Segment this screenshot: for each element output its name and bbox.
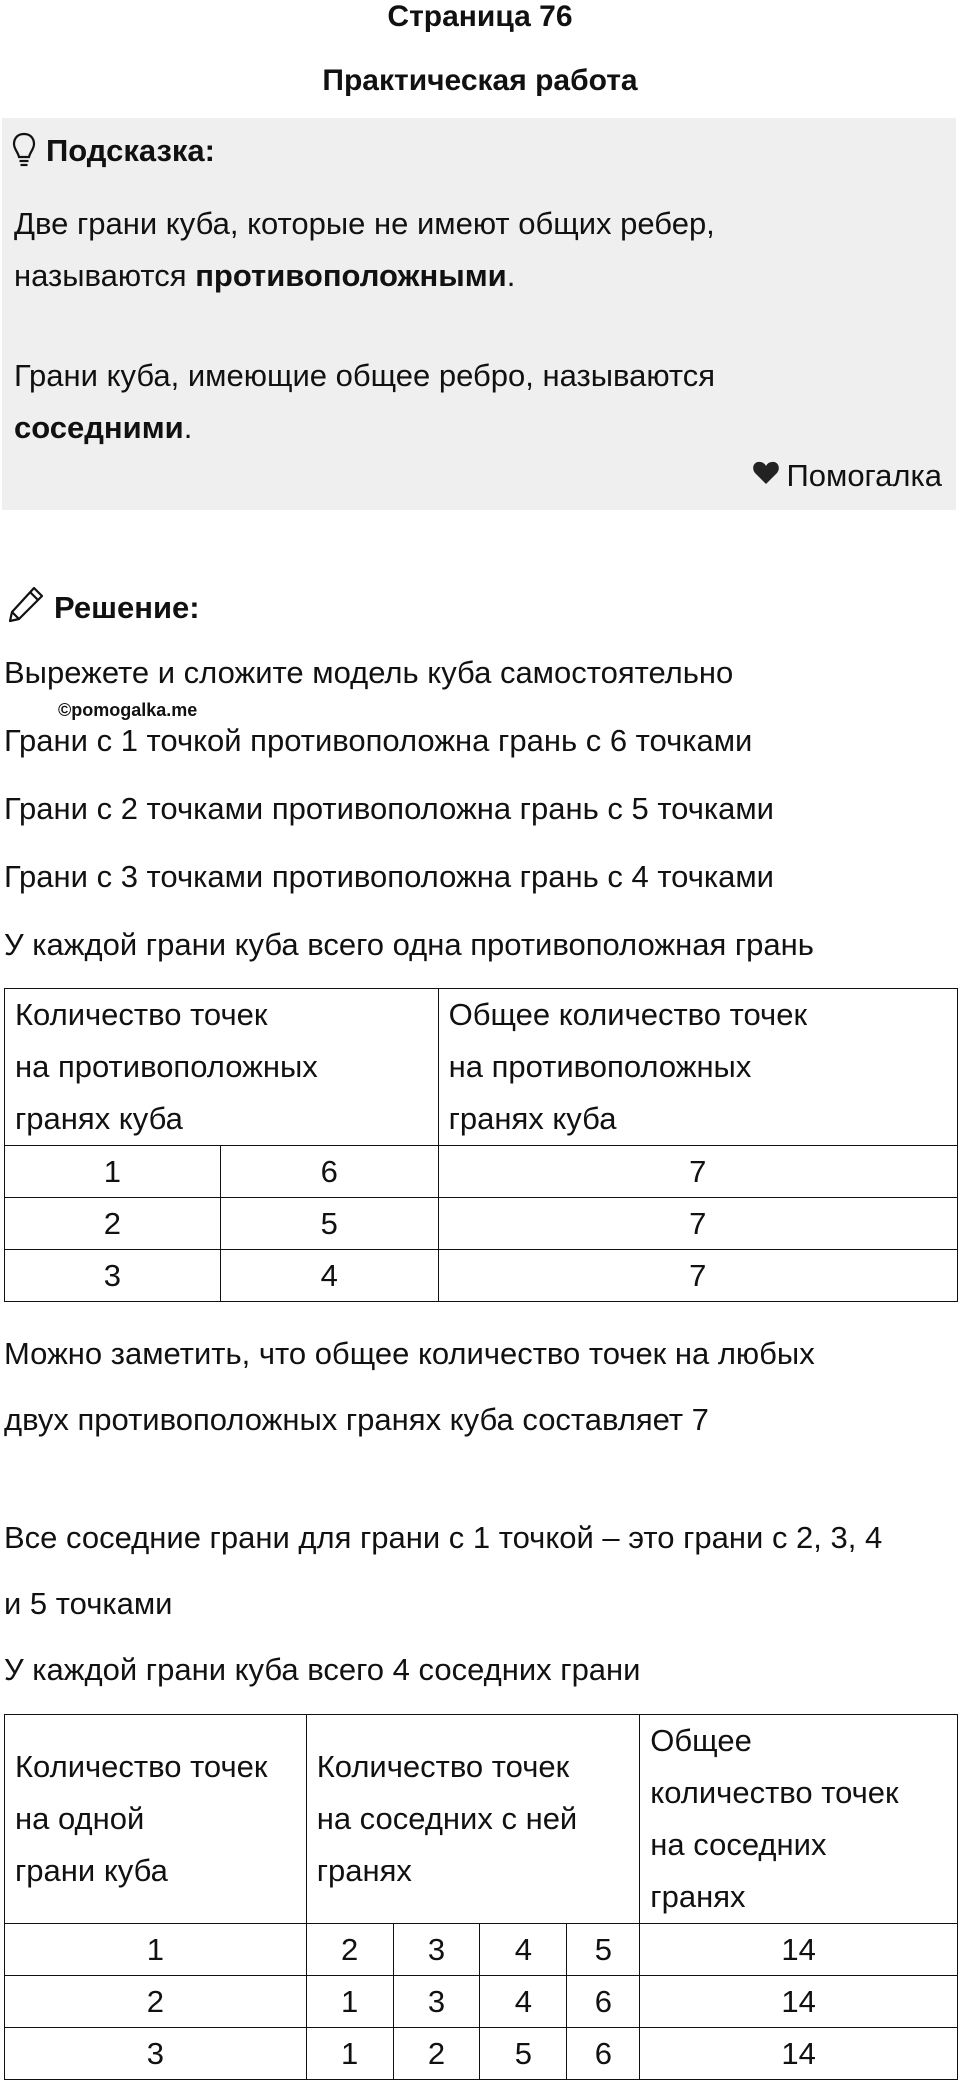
hint-term-opposite: противоположными — [195, 258, 507, 293]
header-text: гранях — [650, 1879, 746, 1914]
table-cell: 1 — [5, 1924, 307, 1976]
credit-label: Помогалка — [786, 458, 942, 493]
table-cell: 5 — [220, 1198, 438, 1250]
table-header-row — [5, 1715, 958, 1924]
table-header-row — [5, 989, 958, 1146]
table-cell: 1 — [306, 1976, 393, 2028]
header-text: Количество точек — [15, 1749, 268, 1784]
hint-text: называются — [14, 258, 196, 293]
hint-label: Подсказка: — [46, 133, 215, 168]
table-row — [5, 1250, 958, 1302]
header-cell-face — [5, 1715, 307, 1924]
table-cell: 3 — [5, 1250, 221, 1302]
table-row — [5, 2028, 958, 2080]
solution-label: Решение: — [54, 590, 200, 625]
table-cell: 3 — [393, 1924, 480, 1976]
table-cell: 4 — [220, 1250, 438, 1302]
table-cell: 4 — [480, 1976, 567, 2028]
table-cell: 6 — [567, 1976, 640, 2028]
table-row — [5, 1198, 958, 1250]
hint-credit — [752, 458, 942, 494]
table-row — [5, 1976, 958, 2028]
solution-line: У каждой грани куба всего одна противоположная грань — [4, 927, 814, 962]
header-cell-sum — [640, 1715, 958, 1924]
header-text: на соседних с ней — [316, 1801, 578, 1836]
header-text: на соседних — [650, 1827, 827, 1862]
header-text: на противоположных — [15, 1049, 318, 1084]
hint-term-adjacent: соседними — [14, 410, 184, 445]
header-text: гранях куба — [15, 1101, 183, 1136]
header-text: гранях — [316, 1853, 412, 1888]
header-text: грани куба — [15, 1853, 168, 1888]
header-text: Количество точек — [316, 1749, 570, 1784]
conclusion-line: двух противоположных гранях куба составляет 7 — [4, 1402, 709, 1437]
table-cell: 7 — [438, 1250, 957, 1302]
pencil-icon — [6, 584, 46, 632]
header-cell-points — [5, 989, 439, 1146]
table-cell: 3 — [5, 2028, 307, 2080]
solution-header — [6, 584, 200, 632]
hint-text: Две грани куба, которые не имеют общих ребер, — [14, 206, 715, 241]
section-title: Практическая работа — [322, 64, 638, 97]
table-cell: 2 — [393, 2028, 480, 2080]
heart-icon — [752, 458, 780, 494]
solution-line: Грани с 3 точками противоположна грань с 4 точками — [4, 859, 774, 894]
header-cell-neighbors — [306, 1715, 640, 1924]
header-text: на одной — [15, 1801, 145, 1836]
header-text: на противоположных — [448, 1049, 752, 1084]
table-cell: 2 — [5, 1976, 307, 2028]
adjacent-faces-table — [4, 1714, 958, 2080]
table-cell: 5 — [480, 2028, 567, 2080]
table-cell: 14 — [640, 1924, 958, 1976]
table-cell: 14 — [640, 1976, 958, 2028]
hint-box — [2, 118, 956, 510]
neighbors-line: У каждой грани куба всего 4 соседних грани — [4, 1652, 641, 1687]
hint-text: Грани куба, имеющие общее ребро, называются — [14, 358, 716, 393]
header-text: Общее — [650, 1723, 752, 1758]
hint-paragraph-adjacent — [14, 350, 944, 454]
page-title: Страница 76 — [387, 0, 573, 33]
lightbulb-icon — [12, 132, 36, 170]
solution-line: Грани с 1 точкой противоположна грань с 6 точками — [4, 723, 753, 758]
neighbors-line: Все соседние грани для грани с 1 точкой – это грани с 2, 3, 4 — [4, 1520, 883, 1555]
table-cell: 2 — [5, 1198, 221, 1250]
opposite-faces-table — [4, 988, 958, 1302]
hint-paragraph-opposite — [14, 198, 944, 302]
header-text: Общее количество точек — [448, 997, 808, 1032]
conclusion-line: Можно заметить, что общее количество точек на любых — [4, 1336, 815, 1371]
hint-text: . — [506, 258, 516, 293]
table-cell: 4 — [480, 1924, 567, 1976]
table-cell: 7 — [438, 1198, 957, 1250]
table-row — [5, 1146, 958, 1198]
table-row — [5, 1924, 958, 1976]
neighbors-line: и 5 точками — [4, 1586, 173, 1621]
hint-header — [12, 132, 215, 170]
header-text: количество точек — [650, 1775, 899, 1810]
table-cell: 7 — [438, 1146, 957, 1198]
table-cell: 1 — [306, 2028, 393, 2080]
header-text: гранях куба — [448, 1101, 617, 1136]
solution-line: Грани с 2 точками противоположна грань с 5 точками — [4, 791, 774, 826]
table-cell: 3 — [393, 1976, 480, 2028]
table-cell: 6 — [220, 1146, 438, 1198]
header-cell-total — [438, 989, 957, 1146]
table-cell: 1 — [5, 1146, 221, 1198]
header-text: Количество точек — [15, 997, 268, 1032]
table-cell: 5 — [567, 1924, 640, 1976]
table-cell: 14 — [640, 2028, 958, 2080]
solution-line: Вырежете и сложите модель куба самостоятельно — [4, 655, 734, 690]
hint-text: . — [183, 410, 193, 445]
watermark: ©pomogalka.me — [58, 700, 198, 720]
table-cell: 2 — [306, 1924, 393, 1976]
table-cell: 6 — [567, 2028, 640, 2080]
